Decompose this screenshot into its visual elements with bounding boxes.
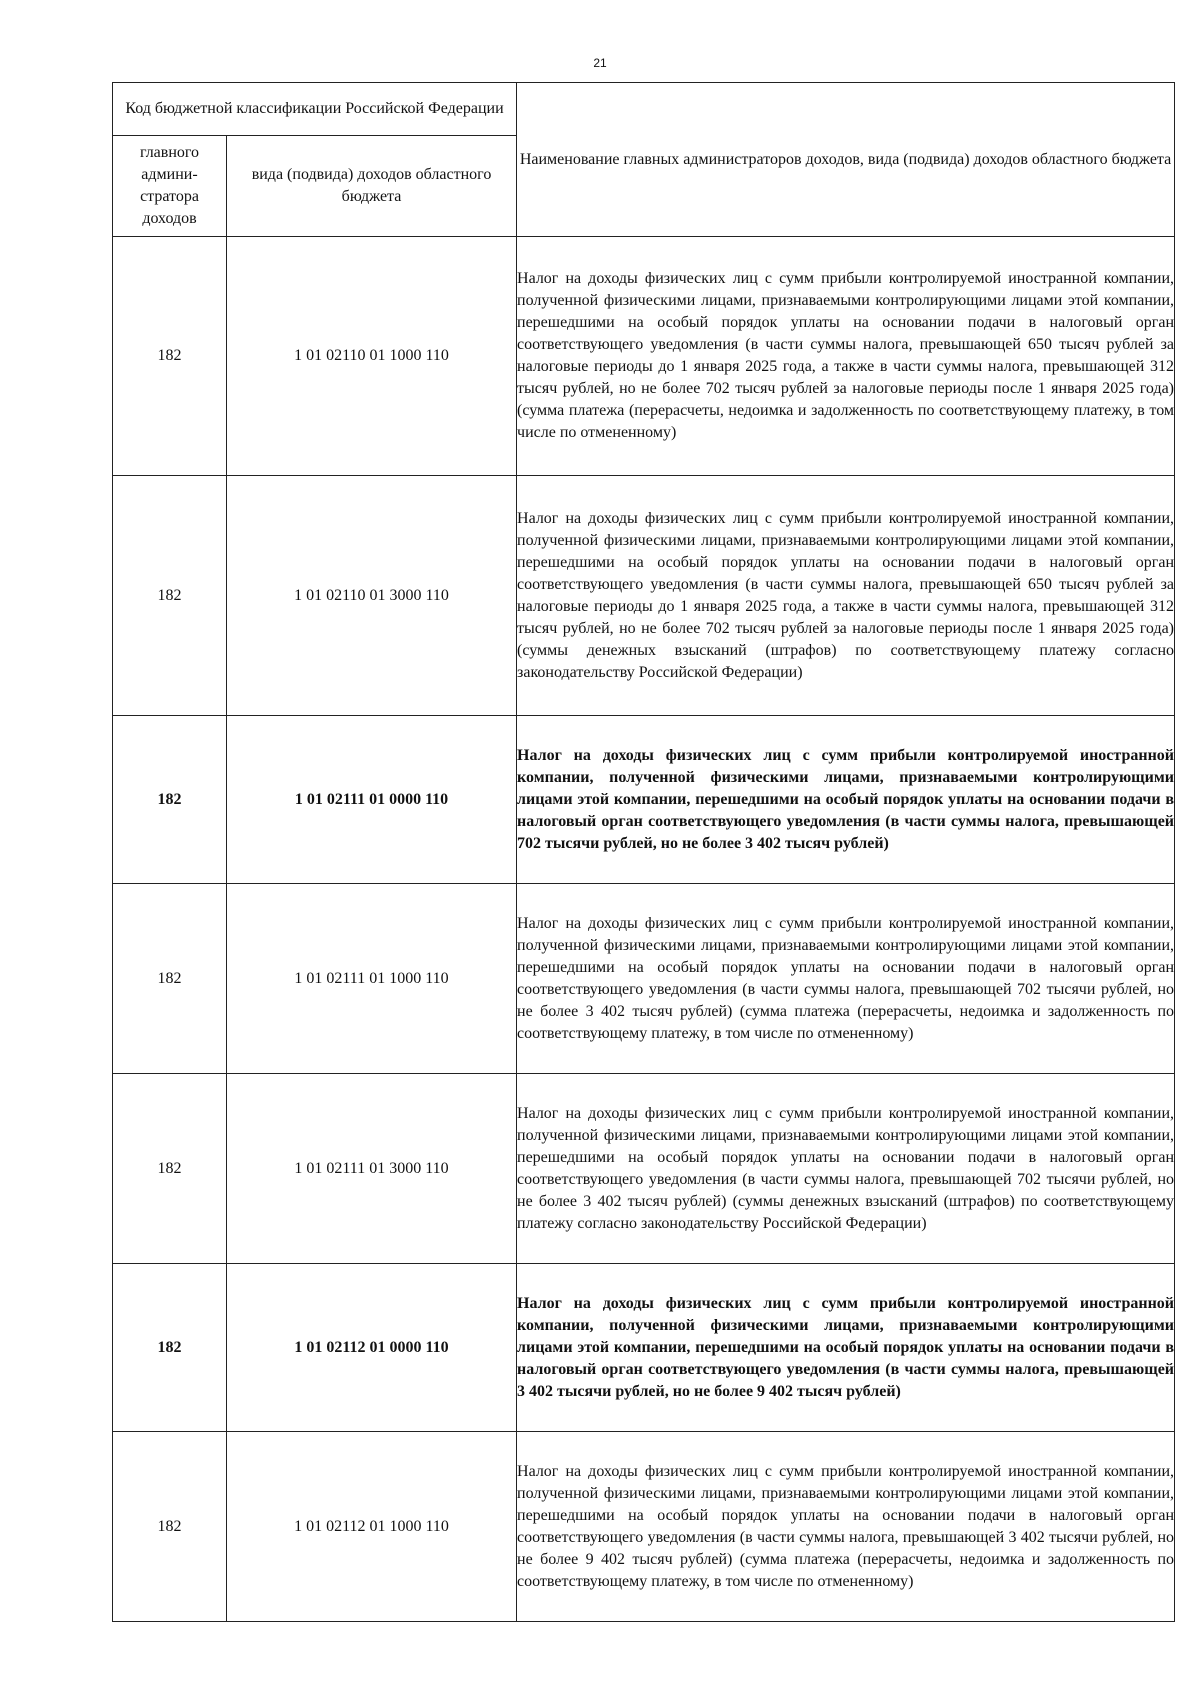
header-kbk-group: Код бюджетной классификации Российской Федерации: [113, 83, 517, 136]
row-admin-code: 182: [113, 884, 227, 1074]
row-admin-code: 182: [113, 1432, 227, 1622]
row-income-code: 1 01 02112 01 0000 110: [227, 1264, 517, 1432]
row-income-name: Налог на доходы физических лиц с сумм прибыли контролируемой иностранной компании, полученной физическими лицами, признаваемыми контролирующими лицами этой компании, перешедшими на особый порядок уплаты на основании подачи в налоговый орган соответствующего уведомления (в части суммы налога, превышающей 3 402 тысячи рублей, но не более 9 402 тысяч рублей): [517, 1264, 1175, 1432]
budget-classification-table: [112, 82, 1175, 1622]
row-income-code: 1 01 02111 01 1000 110: [227, 884, 517, 1074]
table-row: [113, 1264, 1175, 1432]
table-row: [113, 237, 1175, 476]
header-name: Наименование главных администраторов доходов, вида (подвида) доходов областного бюджета: [517, 83, 1175, 237]
table-row: [113, 884, 1175, 1074]
row-income-name: Налог на доходы физических лиц с сумм прибыли контролируемой иностранной компании, полученной физическими лицами, признаваемыми контролирующими лицами этой компании, перешедшими на особый порядок уплаты на основании подачи в налоговый орган соответствующего уведомления (в части суммы налога, превышающей 702 тысячи рублей, но не более 3 402 тысяч рублей) (суммы денежных взысканий (штрафов) по соответствующему платежу согласно законодательству Российской Федерации): [517, 1074, 1175, 1264]
row-admin-code: 182: [113, 1264, 227, 1432]
header-admin: главного админи-стратора доходов: [113, 136, 227, 237]
page-number: 21: [593, 56, 607, 70]
row-income-code: 1 01 02110 01 3000 110: [227, 476, 517, 716]
table-row: [113, 476, 1175, 716]
table-row: [113, 716, 1175, 884]
row-income-name: Налог на доходы физических лиц с сумм прибыли контролируемой иностранной компании, полученной физическими лицами, признаваемыми контролирующими лицами этой компании, перешедшими на особый порядок уплаты на основании подачи в налоговый орган соответствующего уведомления (в части суммы налога, превышающей 3 402 тысячи рублей, но не более 9 402 тысяч рублей) (сумма платежа (перерасчеты, недоимка и задолженность по соответствующему платежу, в том числе по отмененному): [517, 1432, 1175, 1622]
row-income-name: Налог на доходы физических лиц с сумм прибыли контролируемой иностранной компании, полученной физическими лицами, признаваемыми контролирующими лицами этой компании, перешедшими на особый порядок уплаты на основании подачи в налоговый орган соответствующего уведомления (в части суммы налога, превышающей 650 тысяч рублей за налоговые периоды до 1 января 2025 года, а также в части суммы налога, превышающей 312 тысяч рублей, но не более 702 тысяч рублей за налоговые периоды после 1 января 2025 года) (суммы денежных взысканий (штрафов) по соответствующему платежу согласно законодательству Российской Федерации): [517, 476, 1175, 716]
row-income-name: Налог на доходы физических лиц с сумм прибыли контролируемой иностранной компании, полученной физическими лицами, признаваемыми контролирующими лицами этой компании, перешедшими на особый порядок уплаты на основании подачи в налоговый орган соответствующего уведомления (в части суммы налога, превышающей 702 тысячи рублей, но не более 3 402 тысяч рублей): [517, 716, 1175, 884]
row-income-code: 1 01 02110 01 1000 110: [227, 237, 517, 476]
row-admin-code: 182: [113, 716, 227, 884]
row-income-name: Налог на доходы физических лиц с сумм прибыли контролируемой иностранной компании, полученной физическими лицами, признаваемыми контролирующими лицами этой компании, перешедшими на особый порядок уплаты на основании подачи в налоговый орган соответствующего уведомления (в части суммы налога, превышающей 702 тысячи рублей, но не более 3 402 тысяч рублей) (сумма платежа (перерасчеты, недоимка и задолженность по соответствующему платежу, в том числе по отмененному): [517, 884, 1175, 1074]
row-admin-code: 182: [113, 237, 227, 476]
table-header-row: [113, 83, 1175, 136]
table-row: [113, 1074, 1175, 1264]
table-row: [113, 1432, 1175, 1622]
row-income-name: Налог на доходы физических лиц с сумм прибыли контролируемой иностранной компании, полученной физическими лицами, признаваемыми контролирующими лицами этой компании, перешедшими на особый порядок уплаты на основании подачи в налоговый орган соответствующего уведомления (в части суммы налога, превышающей 650 тысяч рублей за налоговые периоды до 1 января 2025 года, а также в части суммы налога, превышающей 312 тысяч рублей, но не более 702 тысяч рублей за налоговые периоды после 1 января 2025 года) (сумма платежа (перерасчеты, недоимка и задолженность по соответствующему платежу, в том числе по отмененному): [517, 237, 1175, 476]
row-income-code: 1 01 02111 01 0000 110: [227, 716, 517, 884]
row-admin-code: 182: [113, 1074, 227, 1264]
header-code: вида (подвида) доходов областного бюджета: [227, 136, 517, 237]
row-admin-code: 182: [113, 476, 227, 716]
row-income-code: 1 01 02112 01 1000 110: [227, 1432, 517, 1622]
row-income-code: 1 01 02111 01 3000 110: [227, 1074, 517, 1264]
